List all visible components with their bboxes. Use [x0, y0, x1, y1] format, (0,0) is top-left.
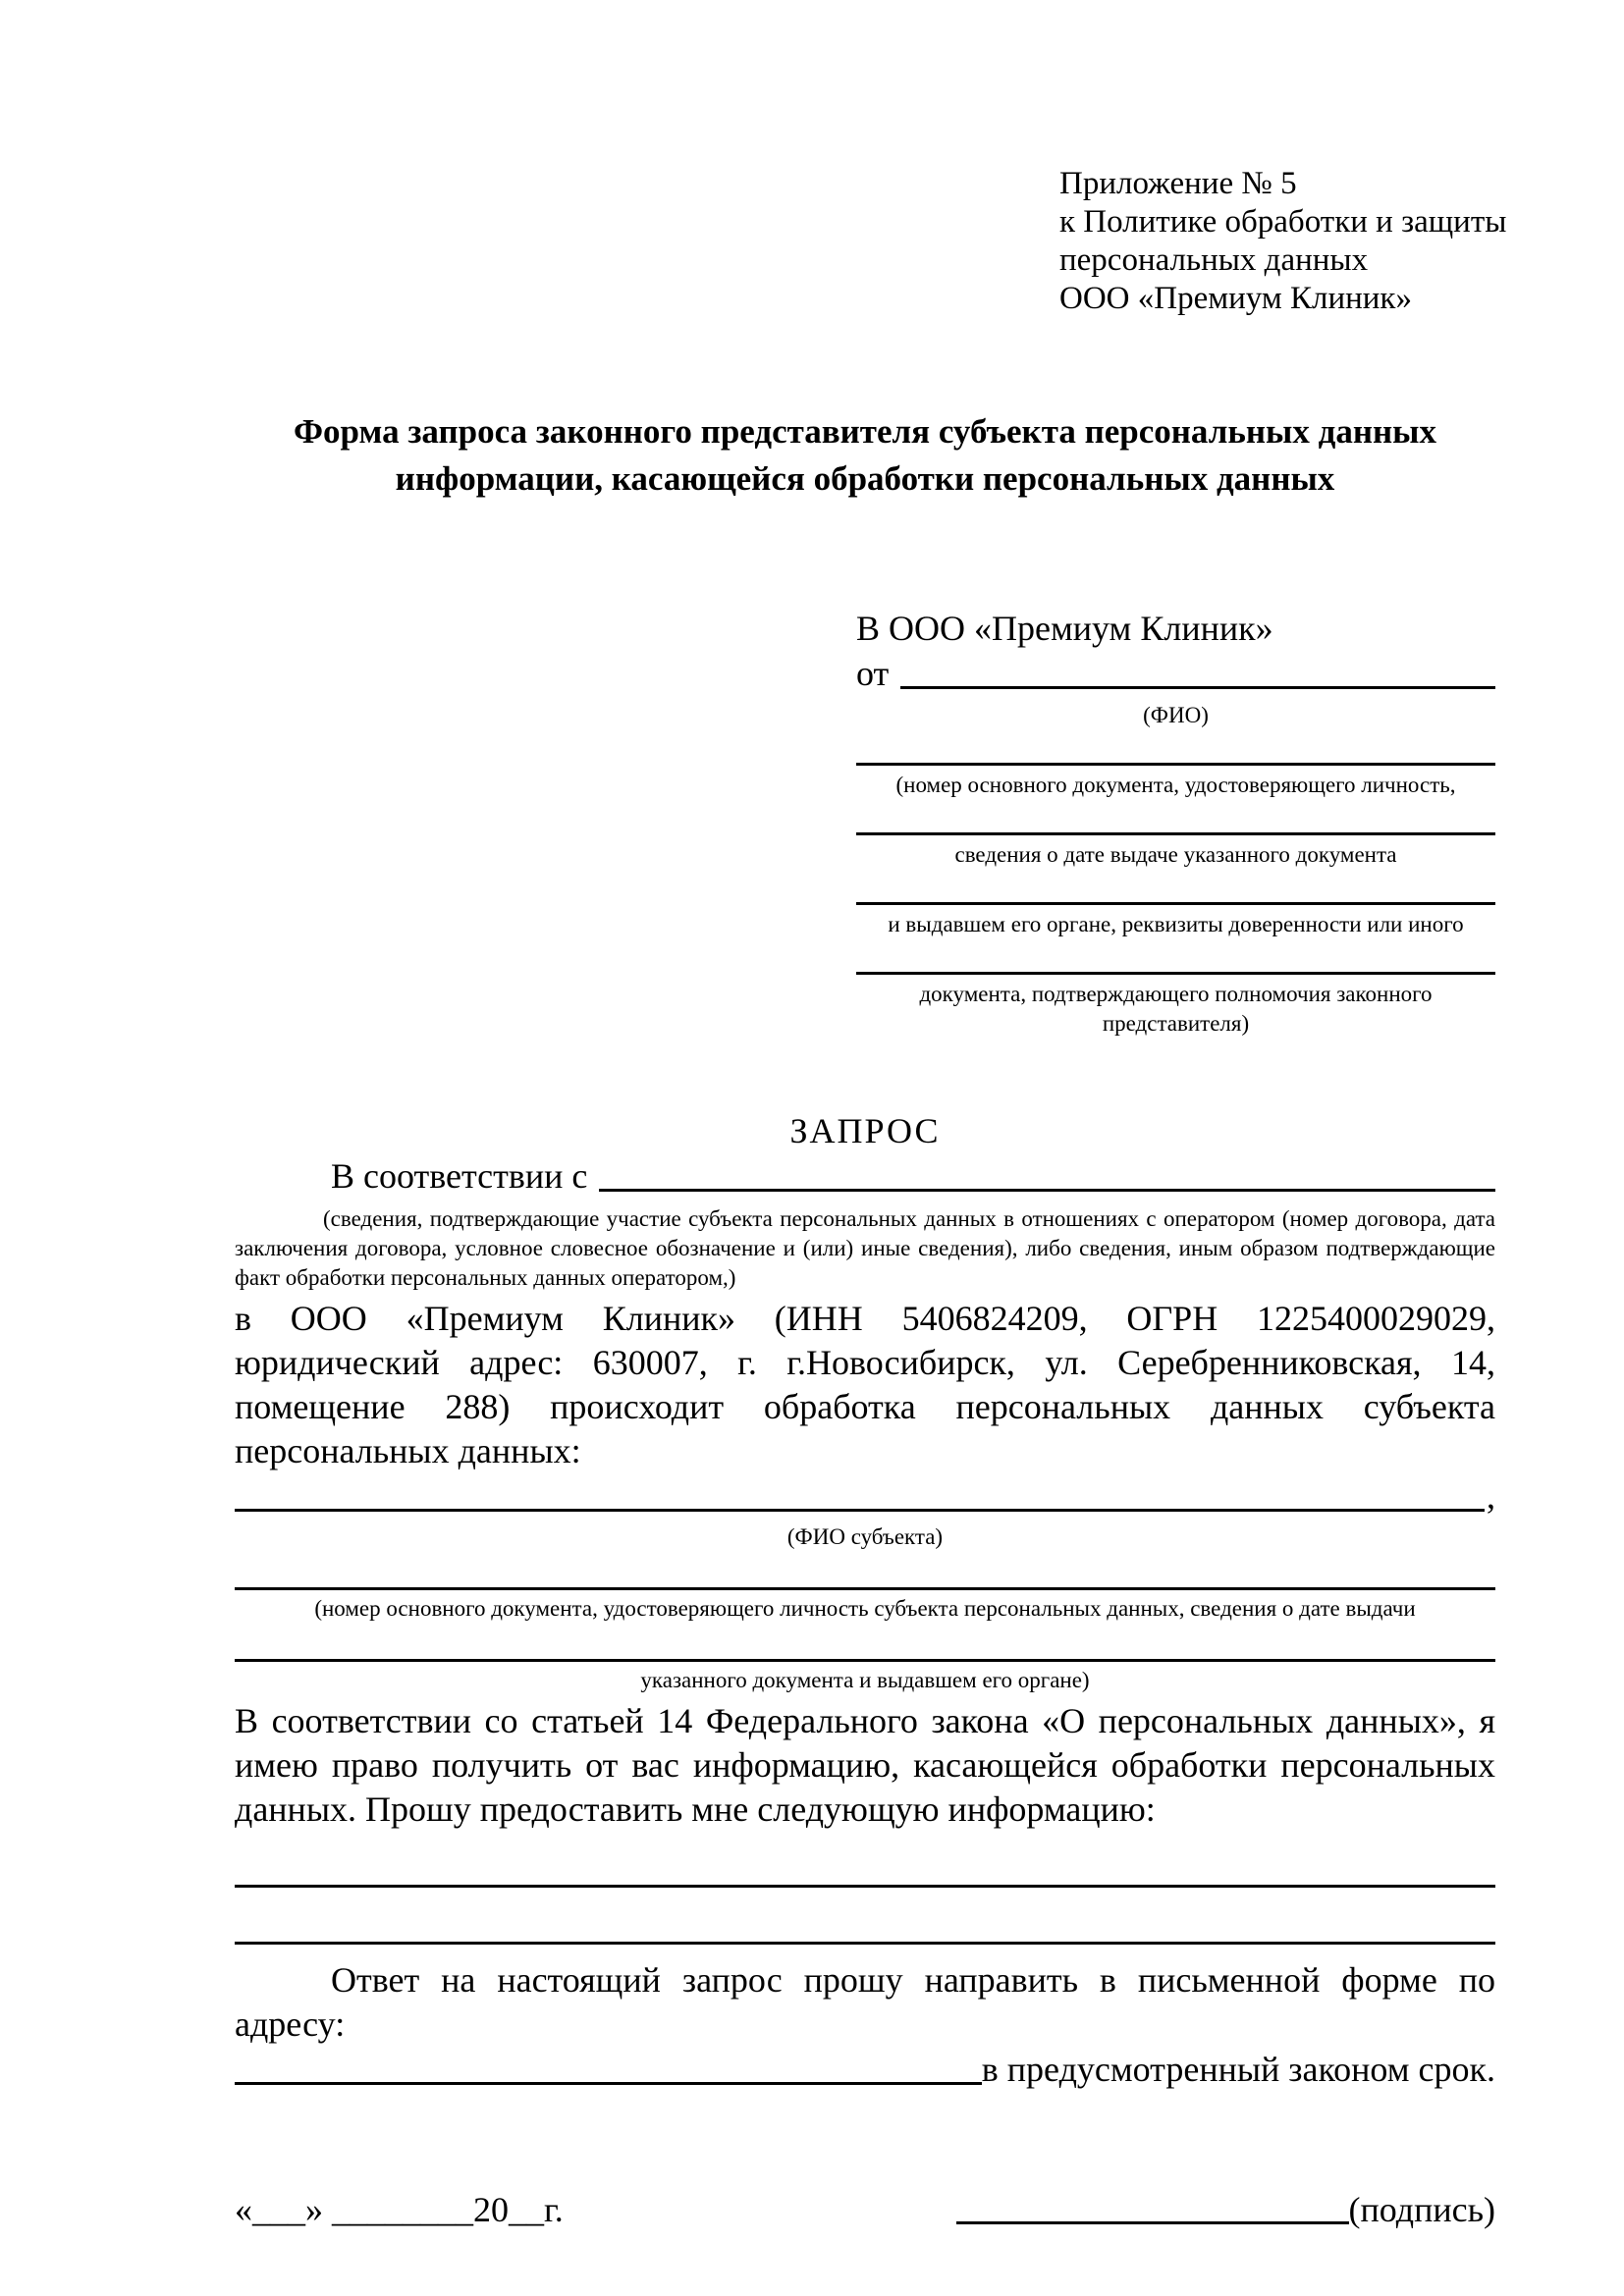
appendix-line: ООО «Премиум Клиник»: [1059, 281, 1412, 316]
subject-name-comma: ,: [1487, 1476, 1495, 1516]
subject-doc-issuer-caption: указанного документа и выдавшем его органе): [640, 1668, 1090, 1692]
reply-paragraph: Ответ на настоящий запрос прошу направить в письменной форме по адресу:: [235, 1960, 1495, 2044]
subject-fio-caption: (ФИО субъекта): [786, 1524, 944, 1549]
footer-row: [235, 2188, 1495, 2232]
fio-blank-field: [900, 686, 1495, 689]
requested-info-blank-line: [235, 1942, 1495, 1945]
requested-info-blank-line: [235, 1885, 1495, 1888]
document-title: [235, 408, 1495, 503]
subject-doc-issuer-blank-field: [235, 1659, 1495, 1662]
intro-row: [235, 1153, 1495, 1199]
reply-address-blank-field: [235, 2082, 982, 2085]
addressee-to: В ООО «Премиум Клиник»: [856, 609, 1273, 648]
addressee-block: [856, 607, 1495, 1039]
issue-date-blank-field: [856, 832, 1495, 835]
document-title-line: Форма запроса законного представителя субъекта персональных данных: [294, 412, 1436, 451]
addressee-from-row: [856, 651, 1495, 696]
appendix-line: персональных данных: [1059, 242, 1369, 278]
issuing-authority-caption: и выдавшем его органе, реквизиты доверенности или иного: [888, 912, 1464, 936]
issue-date-caption: сведения о дате выдаче указанного документа: [954, 842, 1397, 867]
subject-doc-blank-field: [235, 1587, 1495, 1590]
subject-name-blank-field: [235, 1509, 1485, 1512]
reply-address-row: [235, 2047, 1495, 2092]
appendix-block: [1059, 165, 1507, 318]
fio-caption: (ФИО): [1143, 703, 1209, 727]
document-title-line: информации, касающейся обработки персональных данных: [395, 459, 1335, 498]
from-label: от: [856, 654, 890, 693]
law-paragraph: В соответствии со статьей 14 Федерального закона «О персональных данных», я имею право получить от вас информацию, касающейся обработки персональных данных. Прошу предоставить мне следующую информацию:: [235, 1701, 1495, 1829]
date-blank-field: «___» ________20__г.: [235, 2190, 564, 2229]
operator-paragraph: в ООО «Премиум Клиник» (ИНН 5406824209, ОГРН 1225400029029, юридический адрес: 630007, г. г.Новосибирск, ул. Серебренниковская, 14, помещение 288) происходит обработка персональных данных субъекта персональных данных:: [235, 1299, 1495, 1470]
signature-area: [956, 2188, 1495, 2232]
intro-blank-field: [599, 1189, 1495, 1192]
doc-number-caption: (номер основного документа, удостоверяющего личность,: [895, 773, 1456, 797]
signature-caption: (подпись): [1348, 2190, 1495, 2229]
authority-doc-blank-field: [856, 972, 1495, 975]
issuing-authority-blank-field: [856, 902, 1495, 905]
appendix-line: Приложение № 5: [1059, 166, 1297, 201]
request-heading: ЗАПРОС: [789, 1111, 941, 1150]
doc-number-blank-field: [856, 763, 1495, 766]
subject-name-row: [235, 1473, 1495, 1519]
signature-blank-field: [956, 2221, 1349, 2224]
authority-doc-caption: документа, подтверждающего полномочия законного представителя): [919, 982, 1433, 1036]
subject-doc-caption: (номер основного документа, удостоверяющего личность субъекта персональных данных, сведения о дате выдачи: [314, 1596, 1416, 1621]
intro-label: В соответствии с: [331, 1156, 588, 1196]
appendix-line: к Политике обработки и защиты: [1059, 204, 1507, 240]
reply-deadline-text: в предусмотренный законом срок.: [981, 2050, 1495, 2089]
intro-caption: (сведения, подтверждающие участие субъекта персональных данных в отношениях с оператором (номер договора, дата заключения договора, условное словесное обозначение и (или) иные сведения), либо сведения, иным образом подтверждающие факт обработки персональных данных оператором,): [235, 1206, 1495, 1290]
